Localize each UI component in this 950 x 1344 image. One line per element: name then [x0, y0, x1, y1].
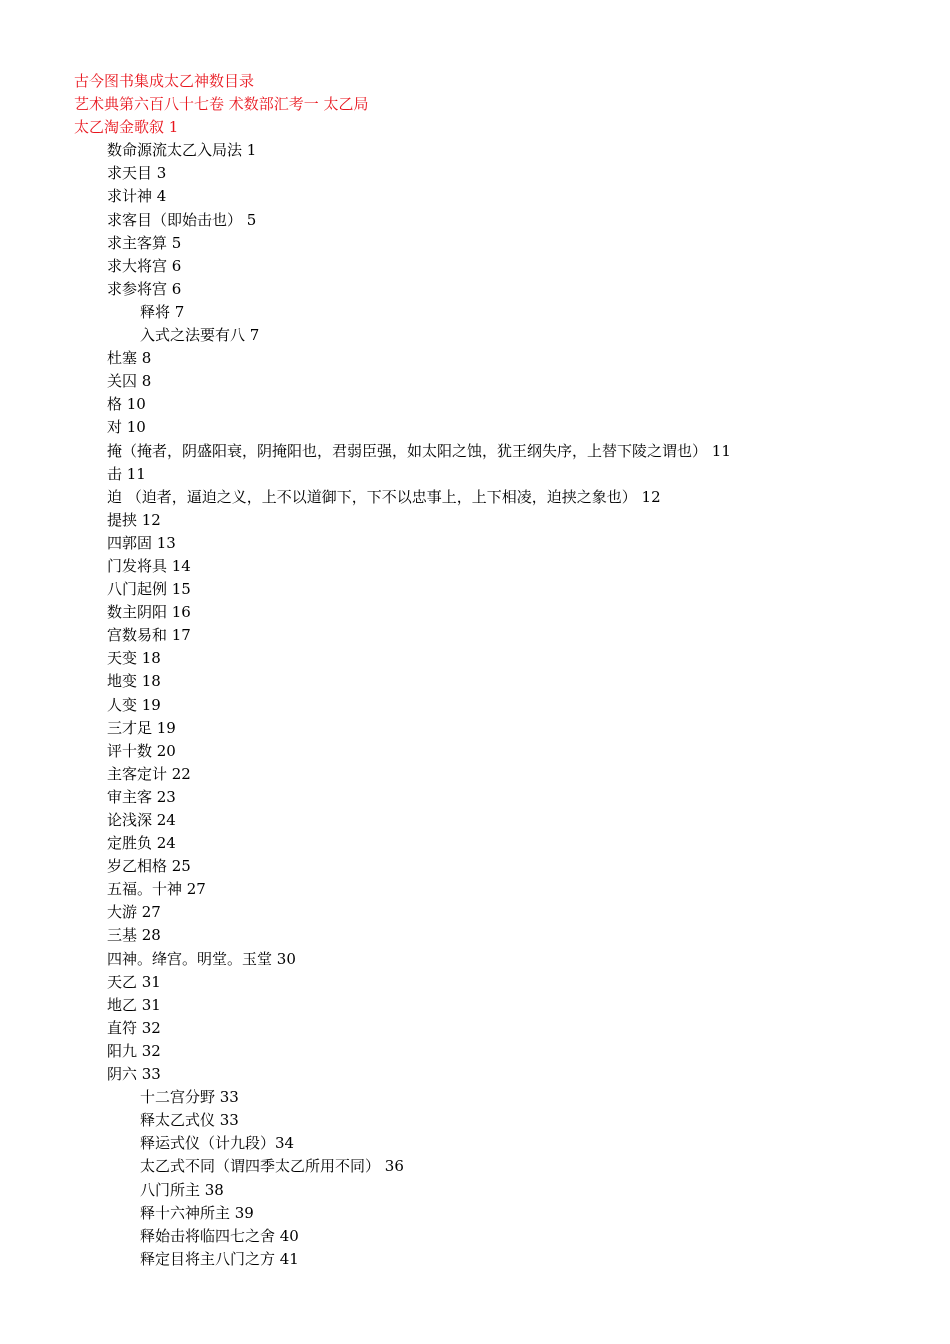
- toc-entry: 关囚 8: [107, 372, 152, 391]
- toc-entry: 求主客算 5: [107, 233, 182, 252]
- toc-entry: 人变 19: [107, 695, 161, 714]
- toc-entry: 求参将宫 6: [107, 279, 182, 298]
- toc-entry: 求大将宫 6: [107, 256, 182, 275]
- toc-entry: 三基 28: [107, 926, 161, 945]
- toc-entry: 数命源流太乙入局法 1: [107, 141, 257, 160]
- toc-subentry: 入式之法要有八 7: [140, 326, 260, 345]
- toc-entry: 求天目 3: [107, 164, 167, 183]
- toc-subentry: 太乙式不同（谓四季太乙所用不同） 36: [140, 1157, 404, 1176]
- toc-subentry: 十二宫分野 33: [140, 1088, 239, 1107]
- toc-entry: 五福。十神 27: [107, 880, 206, 899]
- toc-entry: 击 11: [107, 464, 146, 483]
- toc-entry: 宫数易和 17: [107, 626, 191, 645]
- toc-entry: 审主客 23: [107, 787, 176, 806]
- toc-entry: 岁乙相格 25: [107, 857, 191, 876]
- toc-subentry: 释始击将临四七之舍 40: [140, 1226, 299, 1245]
- toc-entry: 求客目（即始击也） 5: [107, 210, 257, 229]
- toc-subentry: 八门所主 38: [140, 1180, 224, 1199]
- toc-entry: 定胜负 24: [107, 834, 176, 853]
- toc-entries: [74, 139, 914, 1271]
- toc-subentry: 释十六神所主 39: [140, 1203, 254, 1222]
- toc-entry: 天乙 31: [107, 972, 161, 991]
- volume-heading: 艺术典第六百八十七卷 术数部汇考一 太乙局: [74, 95, 369, 114]
- toc-entry: 门发将具 14: [107, 556, 191, 575]
- toc-entry: 格 10: [107, 395, 146, 414]
- toc-entry: 数主阴阳 16: [107, 603, 191, 622]
- toc-entry: 论浅深 24: [107, 811, 176, 829]
- toc-entry: 大游 27: [107, 903, 161, 922]
- document-title: 古今图书集成太乙神数目录: [74, 72, 255, 90]
- toc-entry: 直符 32: [107, 1018, 161, 1037]
- toc-entry: 对 10: [107, 418, 146, 437]
- toc-entry: 地变 18: [107, 672, 161, 691]
- toc-entry: 评十数 20: [107, 741, 176, 760]
- toc-subentry: 释定目将主八门之方 41: [140, 1249, 299, 1268]
- toc-entry: 地乙 31: [107, 995, 161, 1014]
- toc-entry: 求计神 4: [107, 187, 167, 206]
- toc-entry: 阳九 32: [107, 1041, 161, 1060]
- toc-entry: 迫 （迫者，逼迫之义，上不以道御下，下不以忠事上，上下相凌，迫挟之象也） 12: [107, 487, 661, 506]
- toc-entry: 阴六 33: [107, 1065, 161, 1084]
- toc-entry: 四神。绛宫。明堂。玉堂 30: [107, 949, 296, 968]
- preface-entry: 太乙淘金歌叙 1: [74, 118, 179, 137]
- toc-entry: 提挟 12: [107, 510, 161, 529]
- toc-entry: 杜塞 8: [107, 349, 152, 368]
- table-of-contents: [74, 70, 914, 1271]
- toc-header: [74, 70, 914, 139]
- toc-entry: 四郭固 13: [107, 533, 176, 552]
- toc-entry: 主客定计 22: [107, 764, 191, 783]
- toc-subentry: 释太乙式仪 33: [140, 1111, 239, 1130]
- toc-subentry: 释运式仪（计九段）34: [140, 1134, 295, 1153]
- toc-subentry: 释将 7: [140, 302, 185, 321]
- toc-entry: 三才足 19: [107, 718, 176, 737]
- toc-entry: 掩（掩者，阴盛阳衰，阴掩阳也，君弱臣强，如太阳之蚀，犹王纲失序，上替下陵之谓也） 11: [107, 441, 731, 460]
- toc-entry: 天变 18: [107, 649, 161, 668]
- toc-entry: 八门起例 15: [107, 580, 191, 599]
